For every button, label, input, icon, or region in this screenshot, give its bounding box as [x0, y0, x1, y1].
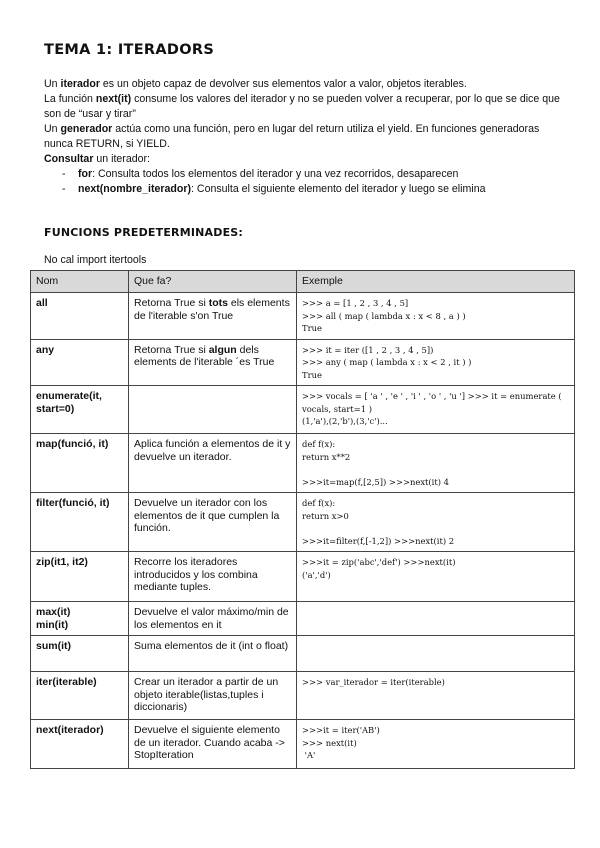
function-description: [129, 339, 297, 386]
header-que-fa: Que fa?: [129, 271, 297, 293]
text: Aplica función a elementos de it y devuelve un iterador.: [134, 438, 291, 463]
text: es un objeto capaz de devolver sus elementos valor a valor, objetos iterables.: [99, 78, 467, 90]
text: Retorna True si: [134, 297, 209, 309]
page-title: TEMA 1: ITERADORS: [44, 42, 215, 58]
function-name: map(funció, it): [31, 434, 129, 493]
function-description: [129, 602, 297, 636]
import-note: No cal import itertools: [44, 254, 147, 266]
function-description: [129, 386, 297, 434]
bullet-dash: -: [62, 168, 66, 180]
term-next-nombre-iterador: next(nombre_iterador): [78, 183, 192, 195]
function-example: >>>it = iter('AB') >>> next(it) 'A': [297, 720, 575, 769]
text: actúa como una función, pero en lugar del return utiliza el yield. En funciones generadoras nunca RETURN, si YIELD.: [44, 123, 540, 150]
table-row: [31, 636, 575, 672]
text: consume los valores del iterador y no se pueden volver a recuperar, por lo que se dice que son de “usar y tirar”: [44, 93, 560, 120]
text: Recorre los iteradores introducidos y los combina mediante tuples.: [134, 556, 258, 593]
function-name: sum(it): [31, 636, 129, 672]
term-iterador: iterador: [60, 78, 100, 90]
function-description: [129, 434, 297, 493]
function-name: next(iterador): [31, 720, 129, 769]
function-example: def f(x): return x**2 >>>it=map(f,[2,5]) >>>next(it) 4: [297, 434, 575, 493]
table-row: [31, 720, 575, 769]
table-row: [31, 386, 575, 434]
list-item: [44, 182, 564, 197]
intro-iterador-paragraph: [44, 77, 564, 92]
function-example: >>>it = zip('abc','def') >>>next(it) ('a','d'): [297, 552, 575, 602]
function-example: def f(x): return x>0 >>>it=filter(f,[-1,2]) >>>next(it) 2: [297, 493, 575, 552]
text: Devuelve el siguiente elemento de un iterador. Cuando acaba -> StopIteration: [134, 724, 285, 761]
table-row: [31, 552, 575, 602]
header-nom: Nom: [31, 271, 129, 293]
text: dels elements de l'iterable ´es True: [134, 343, 275, 368]
function-description: [129, 672, 297, 720]
emphasis: algun: [208, 343, 237, 356]
header-exemple: Exemple: [297, 271, 575, 293]
text: Devuelve el valor máximo/min de los elementos en it: [134, 606, 289, 631]
term-for: for: [78, 168, 93, 180]
text: Un: [44, 123, 61, 135]
list-item: [44, 167, 564, 182]
table-row: [31, 602, 575, 636]
function-name: all: [31, 293, 129, 340]
text: : Consulta todos los elementos del iterador y una vez recorridos, desaparecen: [92, 168, 459, 180]
function-description: [129, 552, 297, 602]
consult-methods-list: [44, 167, 564, 197]
term-consultar: Consultar: [44, 153, 94, 165]
function-name: iter(iterable): [31, 672, 129, 720]
text: : Consulta el siguiente elemento del iterador y luego se elimina: [191, 183, 486, 195]
function-example: >>> a = [1 , 2 , 3 , 4 , 5] >>> all ( map ( lambda x : x < 8 , a ) ) True: [297, 293, 575, 340]
intro-generador-paragraph: [44, 122, 564, 152]
bullet-dash: -: [62, 183, 66, 195]
table-row: [31, 434, 575, 493]
text: Retorna True si: [134, 343, 209, 356]
text: un iterador:: [93, 153, 150, 165]
table-header-row: [31, 271, 575, 293]
function-name: enumerate(it, start=0): [31, 386, 129, 434]
text: Un: [44, 78, 61, 90]
function-example: [297, 602, 575, 636]
table-row: [31, 493, 575, 552]
function-name: any: [31, 339, 129, 386]
function-example: [297, 636, 575, 672]
text: Crear un iterador a partir de un objeto iterable(listas,tuples i diccionaris): [134, 676, 279, 713]
text: La función: [44, 93, 96, 105]
text: els elements de l'iterable s'on True: [134, 297, 290, 322]
function-name: zip(it1, it2): [31, 552, 129, 602]
function-description: [129, 293, 297, 340]
table-row: [31, 339, 575, 386]
table-row: [31, 672, 575, 720]
emphasis: tots: [208, 297, 228, 309]
function-description: [129, 636, 297, 672]
functions-table: [30, 270, 575, 769]
function-example: >>> var_iterador = iter(iterable): [297, 672, 575, 720]
table-row: [31, 293, 575, 340]
text: Suma elementos de it (int o float): [134, 640, 289, 652]
function-name: filter(funció, it): [31, 493, 129, 552]
function-name: max(it) min(it): [31, 602, 129, 636]
term-next: next(it): [95, 93, 132, 105]
section-title: FUNCIONS PREDETERMINADES:: [44, 226, 244, 239]
intro-block: [44, 77, 564, 197]
term-generador: generador: [60, 123, 113, 135]
text: Devuelve un iterador con los elementos de it que cumplen la función.: [134, 497, 280, 534]
intro-consultar-paragraph: [44, 152, 564, 167]
function-example: >>> it = iter ([1 , 2 , 3 , 4 , 5]) >>> any ( map ( lambda x : x < 2 , it ) ) True: [297, 339, 575, 386]
function-example: >>> vocals = [ 'a ' , 'e ' , 'i ' , 'o ' , 'u '] >>> it = enumerate ( vocals, start=1 ) (1,'a'),(2,'b'),(3,'c')...: [297, 386, 575, 434]
intro-next-paragraph: [44, 92, 564, 122]
function-description: [129, 720, 297, 769]
function-description: [129, 493, 297, 552]
